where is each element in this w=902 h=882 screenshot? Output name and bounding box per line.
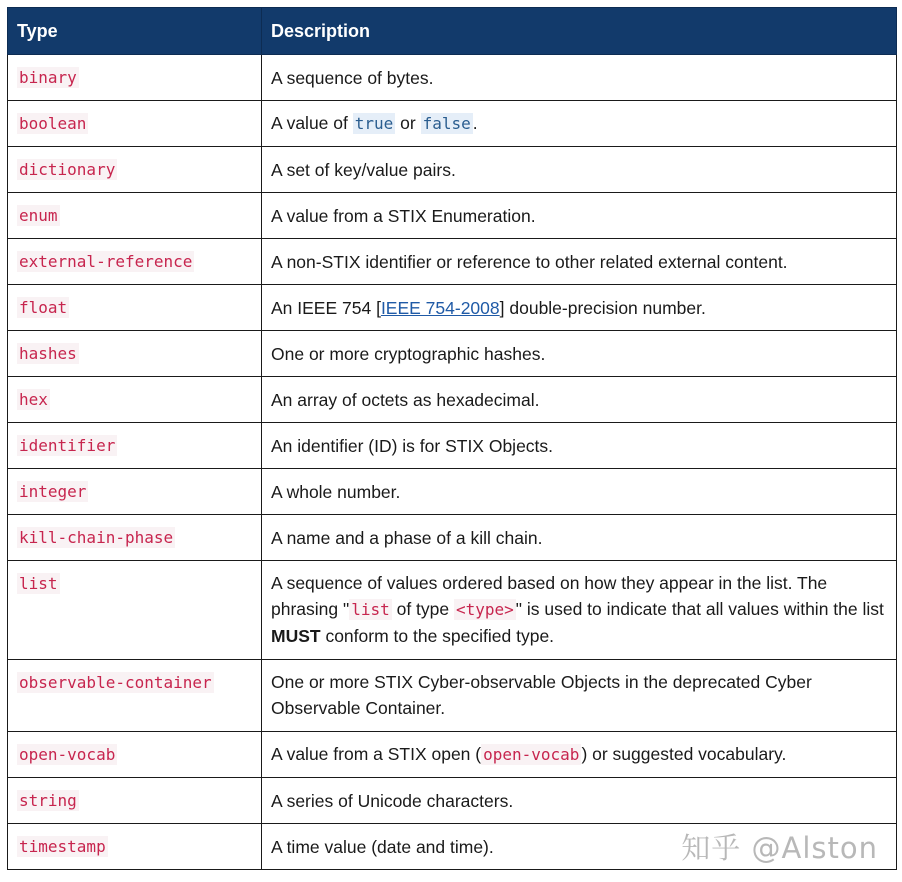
table-row [8,193,897,239]
code-list: list [351,600,390,619]
type-timestamp: timestamp [19,837,106,856]
type-enum: enum [19,206,58,225]
description: A sequence of values ordered based on how they appear in the list. The phrasing " list of type <type> " is used to indicate that all values within the list MUST conform to the specified type. [262,561,897,660]
watermark: 知乎 @Alston [681,831,878,865]
description: A non-STIX identifier or reference to other related external content. [262,239,897,285]
header-type: Type [8,8,262,55]
description: A value from a STIX Enumeration. [262,193,897,239]
description: One or more STIX Cyber-observable Objects in the deprecated Cyber Observable Container. [262,660,897,732]
table-row [8,55,897,101]
type-observable-container: observable-container [19,673,212,692]
description: One or more cryptographic hashes. [262,331,897,377]
type-kill-chain-phase: kill-chain-phase [19,528,174,547]
type-string: string [19,791,77,810]
table-row [8,515,897,561]
type-external-reference: external-reference [19,252,193,271]
header-row [8,8,897,55]
description: A set of key/value pairs. [262,147,897,193]
table-row [8,561,897,660]
type-boolean: boolean [19,114,87,133]
type-list: list [19,574,58,593]
table-row [8,732,897,778]
description: A whole number. [262,469,897,515]
description: An array of octets as hexadecimal. [262,377,897,423]
type-binary: binary [19,68,77,87]
table-row [8,377,897,423]
ieee-754-2008-link[interactable]: IEEE 754-2008 [380,297,500,318]
table-row [8,285,897,331]
table-row [8,660,897,732]
table-row [8,147,897,193]
description: A series of Unicode characters. [262,778,897,824]
code-type: <type> [456,600,514,619]
table-row [8,469,897,515]
description: An IEEE 754 [IEEE 754-2008] double-precision number. [262,285,897,331]
type-open-vocab: open-vocab [19,745,116,764]
table-row [8,239,897,285]
description: A time value (date and time). [262,824,897,870]
type-hex: hex [19,390,48,409]
must-keyword: MUST [271,626,321,646]
description: A value from a STIX open ( open-vocab ) or suggested vocabulary. [262,732,897,778]
description: A sequence of bytes. [262,55,897,101]
type-integer: integer [19,482,87,501]
description: A value of true or false . [262,101,897,147]
code-true: true [354,114,394,133]
type-identifier: identifier [19,436,116,455]
code-false: false [422,114,471,133]
type-float: float [19,298,68,317]
code-open-vocab: open-vocab [483,745,580,764]
description: A name and a phase of a kill chain. [262,515,897,561]
header-description: Description [262,8,897,55]
type-hashes: hashes [19,344,77,363]
table-row [8,101,897,147]
table-row [8,778,897,824]
stix-data-types-table [7,7,897,870]
table-row [8,423,897,469]
description: An identifier (ID) is for STIX Objects. [262,423,897,469]
type-dictionary: dictionary [19,160,116,179]
table-row [8,331,897,377]
